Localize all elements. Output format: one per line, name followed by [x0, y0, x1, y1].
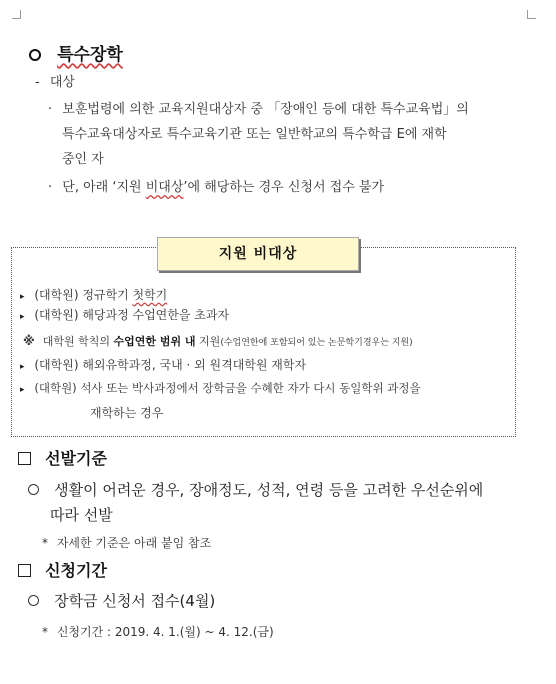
circle-bullet-icon — [29, 49, 41, 61]
section-heading-application-period: 신청기간 — [18, 558, 107, 581]
non-eligible-item-2: ▸ (대학원) 해당과정 수업연한을 초과자 — [20, 308, 230, 322]
asterisk-bullet-icon: * — [42, 536, 48, 550]
application-period-note: * 신청기간 : 2019. 4. 1.(월) ~ 4. 12.(금) — [42, 625, 274, 639]
triangle-bullet-icon: ▸ — [20, 292, 25, 302]
non-eligible-item-3: ▸ (대학원) 해외유학과정, 국내 · 외 원격대학원 재학자 — [20, 358, 307, 372]
selection-criteria-line1: 생활이 어려운 경우, 장애정도, 성적, 연령 등을 고려한 우선순위에 — [28, 479, 483, 500]
page-corner-mark-left — [12, 10, 21, 19]
section-heading-selection: 선발기준 — [18, 446, 107, 469]
circle-bullet-icon — [28, 595, 39, 606]
non-eligible-item-4-line2: 재학하는 경우 — [90, 406, 164, 420]
non-eligible-title: 지원 비대상 — [157, 237, 359, 271]
asterisk-bullet-icon: * — [42, 625, 48, 639]
triangle-bullet-icon: ▸ — [20, 385, 25, 395]
middot-bullet-icon: · — [48, 180, 53, 195]
circle-bullet-icon — [28, 484, 39, 495]
application-line1: 장학금 신청서 접수(4월) — [28, 590, 215, 611]
square-bullet-icon — [18, 452, 31, 465]
non-eligible-note: ※ 대학원 학칙의 수업연한 범위 내 지원(수업연한에 포함되어 있는 논문학기경우는 지원) — [23, 334, 413, 348]
target-bullet-1: · 보훈법령에 의한 교육지원대상자 중 「장애인 등에 대한 특수교육법」의 — [48, 102, 469, 117]
section-heading-special-scholarship: 특수장학 — [29, 40, 123, 65]
selection-note: * 자세한 기준은 아래 붙임 참조 — [42, 536, 212, 550]
target-bullet-1-line2: 특수교육대상자로 특수교육기관 또는 일반학교의 특수학급 E에 재학 — [62, 127, 447, 142]
dash-bullet-icon: - — [35, 75, 40, 90]
non-eligible-item-1: ▸ (대학원) 정규학기 첫학기 — [20, 288, 168, 302]
middot-bullet-icon: · — [48, 102, 53, 117]
page-corner-mark-right — [527, 10, 536, 19]
triangle-bullet-icon: ▸ — [20, 312, 25, 322]
selection-criteria-line2: 따라 선발 — [50, 506, 113, 524]
non-eligible-item-4: ▸ (대학원) 석사 또는 박사과정에서 장학금을 수혜한 자가 다시 동일학위 과정을 — [20, 381, 421, 395]
target-bullet-2: · 단, 아래 ‘지원 비대상’에 해당하는 경우 신청서 접수 불가 — [48, 180, 385, 195]
target-bullet-1-line3: 중인 자 — [62, 152, 104, 167]
triangle-bullet-icon: ▸ — [20, 362, 25, 372]
square-bullet-icon — [18, 564, 31, 577]
target-label: - 대상 — [35, 75, 75, 90]
